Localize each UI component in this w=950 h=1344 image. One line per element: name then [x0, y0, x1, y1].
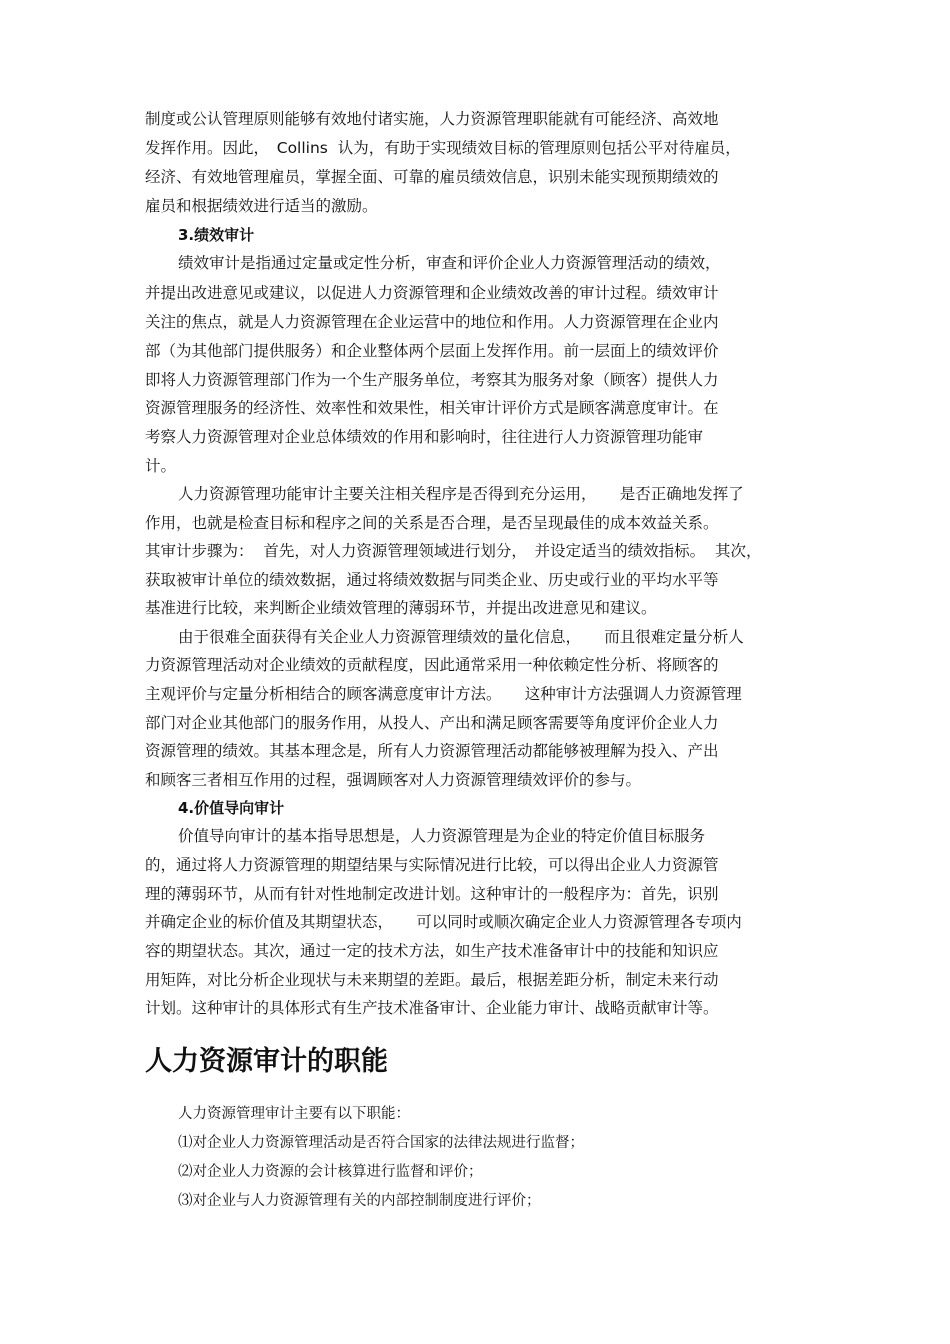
text-line: 雇员和根据绩效进行适当的激励。: [145, 197, 378, 215]
section-heading-value-oriented-audit: 4.价值导向审计: [178, 799, 285, 817]
text-line: 的，通过将人力资源管理的期望结果与实际情况进行比较，可以得出企业人力资源管: [145, 856, 719, 874]
text-line: 容的期望状态。其次，通过一定的技术方法，如生产技术准备审计中的技能和知识应: [145, 942, 719, 960]
text-line: 发挥作用。因此， Collins 认为，有助于实现绩效目标的管理原则包括公平对待雇员，: [145, 139, 741, 157]
text-line: 并确定企业的标价值及其期望状态， 可以同时或顺次确定企业人力资源管理各专项内: [145, 913, 742, 931]
text-line: 由于很难全面获得有关企业人力资源管理绩效的量化信息， 而且很难定量分析人: [178, 628, 744, 646]
text-line: 关注的焦点，就是人力资源管理在企业运营中的地位和作用。人力资源管理在企业内: [145, 313, 719, 331]
text-line: 获取被审计单位的绩效数据，通过将绩效数据与同类企业、历史或行业的平均水平等: [145, 571, 719, 589]
text-line: 和顾客三者相互作用的过程，强调顾客对人力资源管理绩效评价的参与。: [145, 771, 642, 789]
text-line: 力资源管理活动对企业绩效的贡献程度，因此通常采用一种依赖定性分析、将顾客的: [145, 656, 719, 674]
text-line: 基准进行比较，来判断企业绩效管理的薄弱环节，并提出改进意见和建议。: [145, 599, 657, 617]
text-line: 计划。这种审计的具体形式有生产技术准备审计、企业能力审计、战略贡献审计等。: [145, 999, 719, 1017]
text-line: 主观评价与定量分析相结合的顾客满意度审计方法。 这种审计方法强调人力资源管理: [145, 685, 742, 703]
text-line: 资源管理的绩效。其基本理念是，所有人力资源管理活动都能够被理解为投入、产出: [145, 742, 719, 760]
text-line: 人力资源管理功能审计主要关注相关程序是否得到充分运用， 是否正确地发挥了: [178, 485, 744, 503]
text-line: 即将人力资源管理部门作为一个生产服务单位，考察其为服务对象（顾客）提供人力: [145, 371, 719, 389]
section-heading-performance-audit: 3.绩效审计: [178, 226, 255, 244]
text-line: 其审计步骤为： 首先，对人力资源管理领域进行划分， 并设定适当的绩效指标。 其次，: [145, 542, 762, 560]
list-item: ⑶对企业与人力资源管理有关的内部控制制度进行评价；: [178, 1193, 541, 1209]
text-line: 用矩阵，对比分析企业现状与未来期望的差距。最后，根据差距分析，制定未来行动: [145, 971, 719, 989]
text-line: 资源管理服务的经济性、效率性和效果性，相关审计评价方式是顾客满意度审计。在: [145, 399, 719, 417]
text-line: 并提出改进意见或建议，以促进人力资源管理和企业绩效改善的审计过程。绩效审计: [145, 284, 719, 302]
text-line: 作用，也就是检查目标和程序之间的关系是否合理，是否呈现最佳的成本效益关系。: [145, 514, 719, 532]
list-item: ⑴对企业人力资源管理活动是否符合国家的法律法规进行监督；: [178, 1135, 584, 1151]
text-line: 考察人力资源管理对企业总体绩效的作用和影响时，往往进行人力资源管理功能审: [145, 428, 704, 446]
text-line: 部（为其他部门提供服务）和企业整体两个层面上发挥作用。前一层面上的绩效评价: [145, 342, 719, 360]
list-item: ⑵对企业人力资源的会计核算进行监督和评价；: [178, 1164, 483, 1180]
page-heading-hr-audit-functions: 人力资源审计的职能: [145, 1046, 388, 1077]
text-line: 经济、有效地管理雇员，掌握全面、可靠的雇员绩效信息，识别未能实现预期绩效的: [145, 168, 719, 186]
text-line: 价值导向审计的基本指导思想是，人力资源管理是为企业的特定价值目标服务: [178, 827, 706, 845]
text-line: 人力资源管理审计主要有以下职能：: [178, 1106, 410, 1122]
text-line: 计。: [145, 457, 177, 475]
text-line: 制度或公认管理原则能够有效地付诸实施，人力资源管理职能就有可能经济、高效地: [145, 110, 719, 128]
text-line: 理的薄弱环节，从而有针对性地制定改进计划。这种审计的一般程序为：首先，识别: [145, 885, 719, 903]
text-line: 绩效审计是指通过定量或定性分析，审查和评价企业人力资源管理活动的绩效，: [178, 254, 721, 272]
text-line: 部门对企业其他部门的服务作用，从投人、产出和满足顾客需要等角度评价企业人力: [145, 714, 719, 732]
